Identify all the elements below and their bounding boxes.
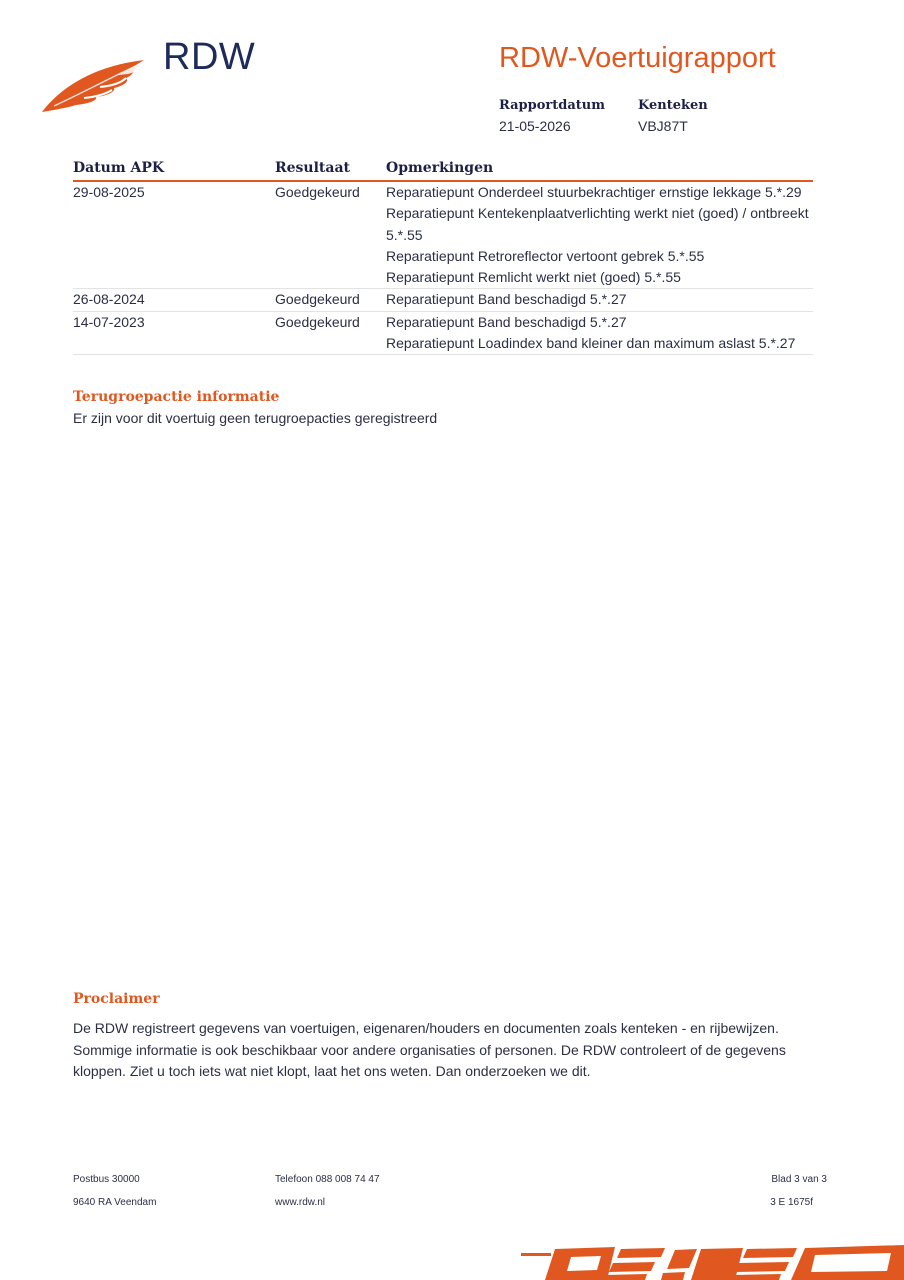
remark-item: Reparatiepunt Loadindex band kleiner dan maximum aslast 5.*.27 bbox=[386, 335, 796, 352]
logo-text: RDW bbox=[163, 36, 256, 78]
report-title: RDW-Voertuigrapport bbox=[499, 42, 776, 74]
footer-page-number: Blad 3 van 3 bbox=[771, 1174, 827, 1185]
remark-item: Reparatiepunt Retroreflector vertoont gebrek 5.*.55 bbox=[386, 247, 705, 264]
orange-stripes-icon bbox=[515, 1243, 904, 1280]
table-row bbox=[73, 289, 813, 311]
plate-label: Kenteken bbox=[638, 98, 708, 113]
footer-doc-code: 3 E 1675f bbox=[770, 1197, 813, 1208]
column-header-remarks: Opmerkingen bbox=[386, 160, 494, 176]
table-body bbox=[73, 182, 813, 355]
report-date-value: 21-05-2026 bbox=[499, 118, 571, 134]
column-header-result: Resultaat bbox=[275, 160, 350, 176]
rdw-feather-logo-icon bbox=[40, 56, 150, 116]
remark-item: Reparatiepunt Band beschadigd 5.*.27 bbox=[386, 313, 627, 330]
report-date-label: Rapportdatum bbox=[499, 98, 605, 113]
footer-phone: Telefoon 088 008 74 47 bbox=[275, 1174, 380, 1185]
remark-item: Reparatiepunt Remlicht werkt niet (goed) 5.*.55 bbox=[386, 269, 681, 286]
apk-date-cell: 29-08-2025 bbox=[73, 184, 145, 200]
apk-remarks-cell bbox=[386, 182, 813, 288]
footer-address-line1: Postbus 30000 bbox=[73, 1174, 140, 1185]
plate-value: VBJ87T bbox=[638, 118, 688, 134]
apk-date-cell: 26-08-2024 bbox=[73, 291, 145, 308]
remark-item: Reparatiepunt Onderdeel stuurbekrachtiger ernstige lekkage 5.*.29 bbox=[386, 184, 802, 200]
table-row bbox=[73, 312, 813, 356]
proclaimer-text: De RDW registreert gegevens van voertuigen, eigenaren/houders en documenten zoals kenteken - en rijbewijzen. Sommige informatie is ook beschikbaar voor andere organisaties of personen. De RDW controleert of de gegevens kloppen. Ziet u toch iets wat niet klopt, laat het ons weten. Dan onderzoeken we dit. bbox=[73, 1020, 786, 1079]
proclaimer-title: Proclaimer bbox=[73, 991, 160, 1007]
footer-website-link[interactable]: www.rdw.nl bbox=[275, 1197, 326, 1208]
recall-section-title: Terugroepactie informatie bbox=[73, 389, 280, 405]
apk-result-cell: Goedgekeurd bbox=[275, 291, 360, 308]
recall-text: Er zijn voor dit voertuig geen terugroepacties geregistreerd bbox=[73, 410, 438, 426]
column-header-date: Datum APK bbox=[73, 160, 165, 176]
table-row bbox=[73, 182, 813, 289]
apk-remarks-cell bbox=[386, 289, 813, 310]
footer-address-line2: 9640 RA Veendam bbox=[73, 1197, 157, 1208]
table-header bbox=[73, 158, 813, 182]
remark-item: Reparatiepunt Kentekenplaatverlichting werkt niet (goed) / ontbreekt 5.*.55 bbox=[386, 205, 809, 243]
apk-result-cell: Goedgekeurd bbox=[275, 184, 360, 200]
apk-remarks-cell bbox=[386, 312, 813, 355]
apk-history-table bbox=[73, 158, 813, 355]
apk-date-cell: 14-07-2023 bbox=[73, 313, 145, 330]
remark-item: Reparatiepunt Band beschadigd 5.*.27 bbox=[386, 291, 627, 308]
apk-result-cell: Goedgekeurd bbox=[275, 313, 360, 330]
